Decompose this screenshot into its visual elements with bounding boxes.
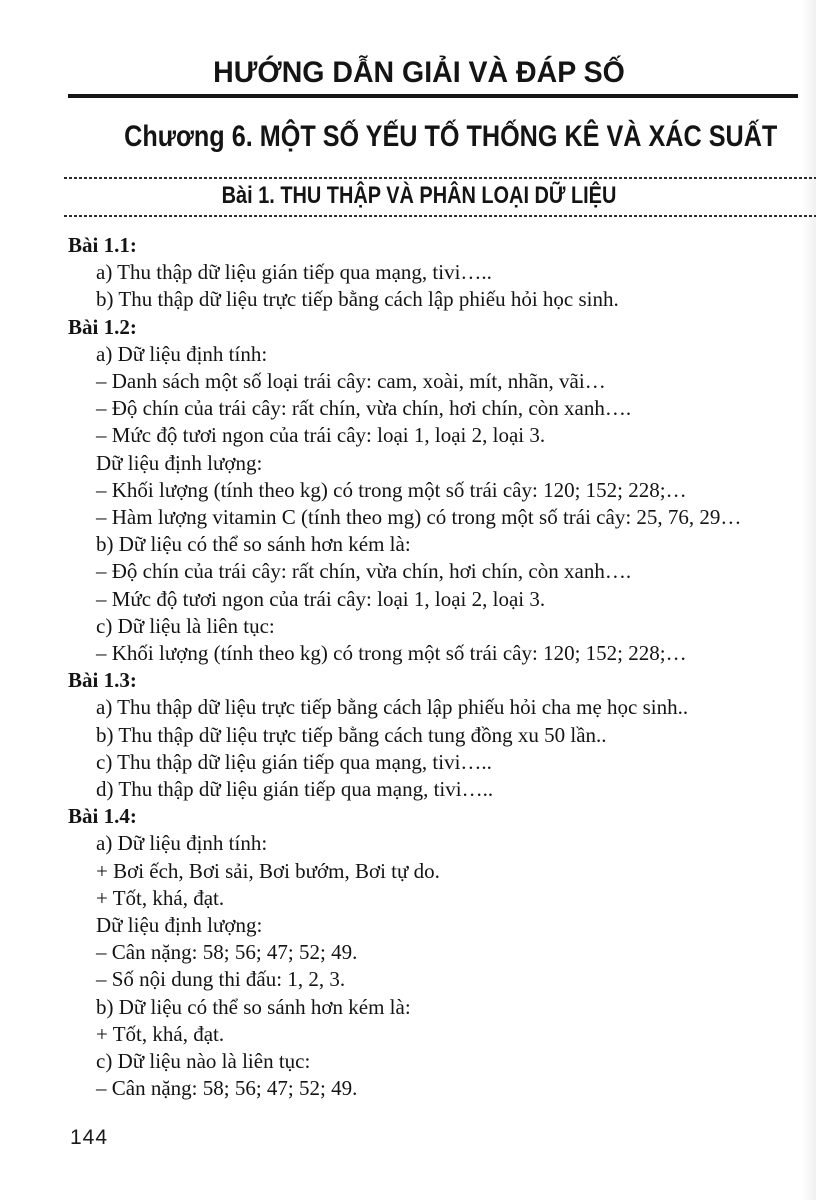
- solution-line: a) Dữ liệu định tính:: [96, 831, 268, 856]
- solution-line: – Độ chín của trái cây: rất chín, vừa chín, hơi chín, còn xanh….: [96, 559, 632, 584]
- exercise-heading: Bài 1.2:: [68, 314, 137, 339]
- chapter-heading: Chương 6. MỘT SỐ YẾU TỐ THỐNG KÊ VÀ XÁC SUẤT: [124, 120, 778, 153]
- page-number: 144: [70, 1126, 109, 1149]
- dotted-rule-top: [64, 177, 816, 179]
- solution-line: + Tốt, khá, đạt.: [96, 1021, 225, 1046]
- solution-line: b) Dữ liệu có thể so sánh hơn kém là:: [96, 532, 411, 557]
- solution-line: – Hàm lượng vitamin C (tính theo mg) có trong một số trái cây: 25, 76, 29…: [96, 505, 742, 530]
- solution-line: c) Dữ liệu nào là liên tục:: [96, 1049, 311, 1074]
- solution-line: – Mức độ tươi ngon của trái cây: loại 1, loại 2, loại 3.: [96, 423, 546, 448]
- solution-content: [68, 232, 770, 1103]
- solution-line: – Độ chín của trái cây: rất chín, vừa chín, hơi chín, còn xanh….: [96, 396, 632, 421]
- exercise-heading: Bài 1.3:: [68, 668, 137, 693]
- lesson-heading: Bài 1. THU THẬP VÀ PHÂN LOẠI DỮ LIỆU: [221, 182, 617, 209]
- solution-line: a) Dữ liệu định tính:: [96, 341, 268, 366]
- page-title: HƯỚNG DẪN GIẢI VÀ ĐÁP SỐ: [213, 56, 625, 89]
- solution-line: + Bơi ếch, Bơi sải, Bơi bướm, Bơi tự do.: [96, 858, 440, 883]
- solution-line: – Mức độ tươi ngon của trái cây: loại 1, loại 2, loại 3.: [96, 586, 546, 611]
- solution-line: Dữ liệu định lượng:: [96, 913, 263, 938]
- solution-line: + Tốt, khá, đạt.: [96, 885, 225, 910]
- solution-line: Dữ liệu định lượng:: [96, 450, 263, 475]
- title-underline-rule: [68, 94, 798, 98]
- solution-line: – Khối lượng (tính theo kg) có trong một số trái cây: 120; 152; 228;…: [96, 477, 687, 502]
- solution-line: b) Dữ liệu có thể so sánh hơn kém là:: [96, 994, 411, 1019]
- solution-line: b) Thu thập dữ liệu trực tiếp bằng cách lập phiếu hỏi học sinh.: [96, 287, 619, 312]
- solution-line: c) Dữ liệu là liên tục:: [96, 613, 275, 638]
- solution-line: c) Thu thập dữ liệu gián tiếp qua mạng, tivi…..: [96, 749, 492, 774]
- solution-line: – Danh sách một số loại trái cây: cam, xoài, mít, nhãn, vãi…: [96, 369, 606, 394]
- solution-line: a) Thu thập dữ liệu gián tiếp qua mạng, tivi…..: [96, 260, 492, 285]
- solution-line: b) Thu thập dữ liệu trực tiếp bằng cách tung đồng xu 50 lần..: [96, 722, 607, 747]
- solution-line: – Cân nặng: 58; 56; 47; 52; 49.: [96, 1076, 358, 1101]
- exercise-heading: Bài 1.4:: [68, 804, 137, 829]
- dotted-rule-bottom: [64, 215, 816, 217]
- solution-line: d) Thu thập dữ liệu gián tiếp qua mạng, tivi…..: [96, 777, 494, 802]
- solution-line: – Khối lượng (tính theo kg) có trong một số trái cây: 120; 152; 228;…: [96, 641, 687, 666]
- solution-line: a) Thu thập dữ liệu trực tiếp bằng cách lập phiếu hỏi cha mẹ học sinh..: [96, 695, 689, 720]
- solution-line: – Số nội dung thi đấu: 1, 2, 3.: [96, 967, 346, 992]
- solution-line: – Cân nặng: 58; 56; 47; 52; 49.: [96, 940, 358, 965]
- exercise-heading: Bài 1.1:: [68, 233, 137, 257]
